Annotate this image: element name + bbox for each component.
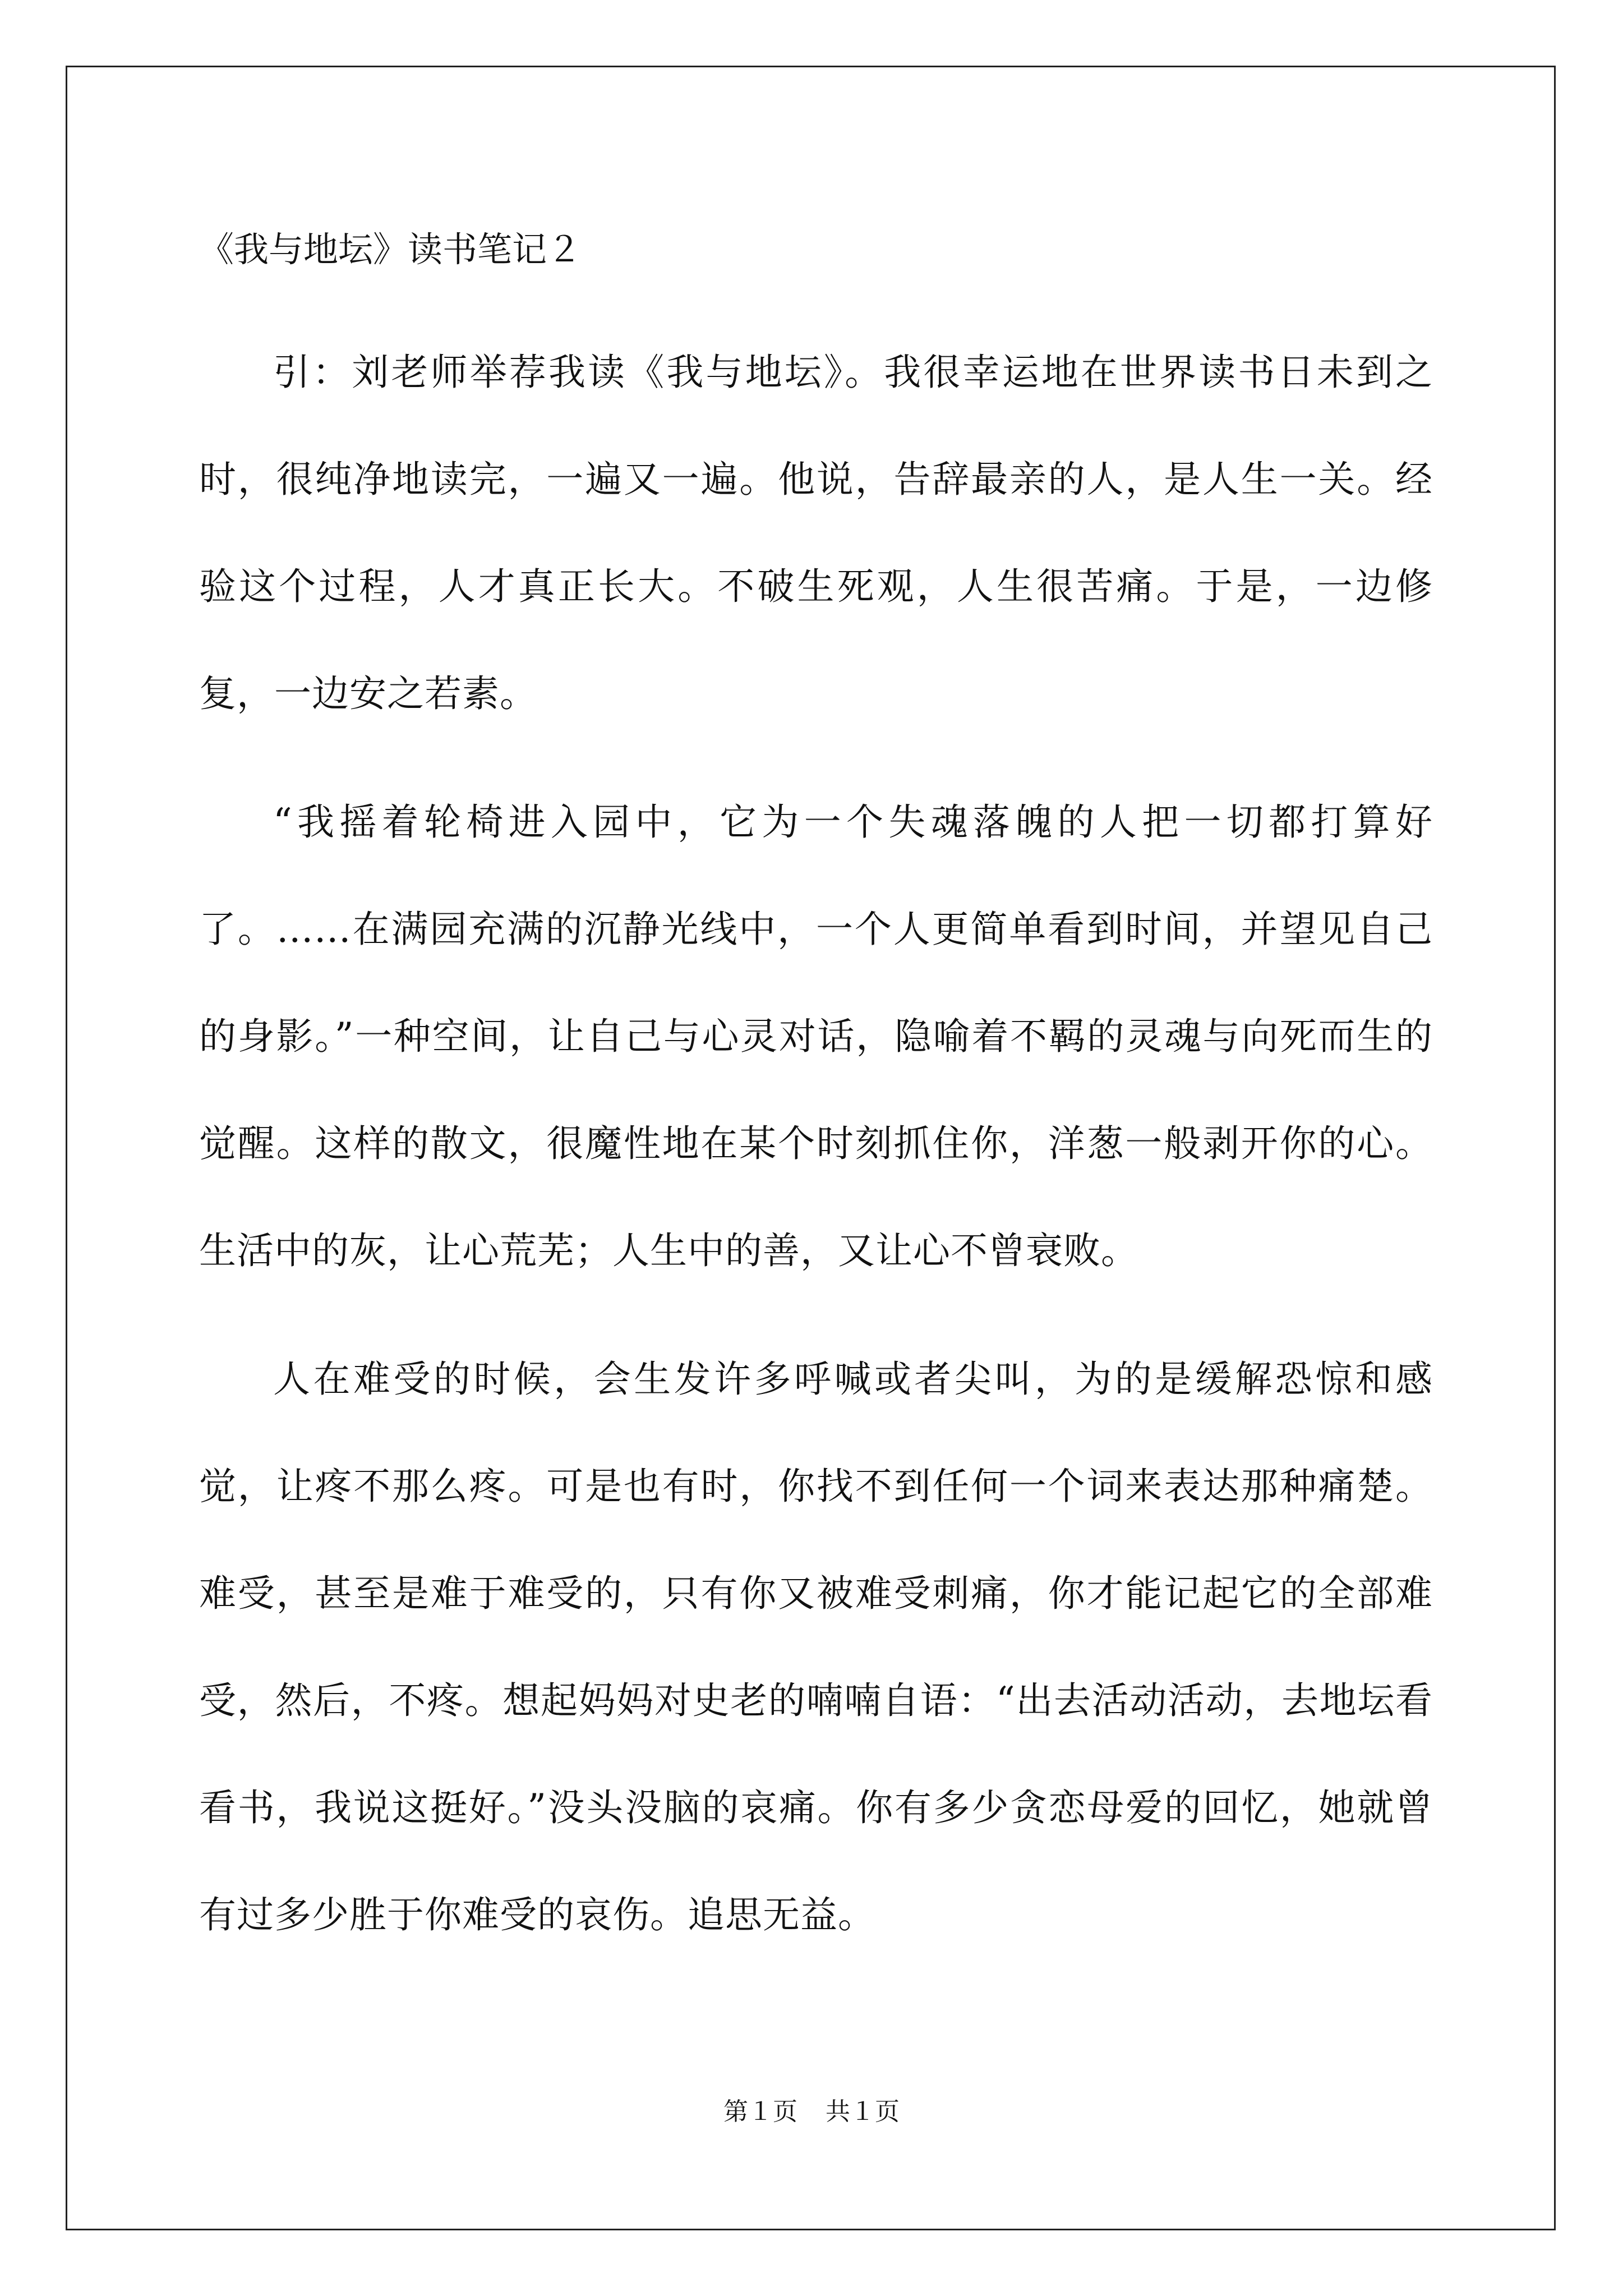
- paragraph-reflection: 人在难受的时候，会生发许多呼喊或者尖叫，为的是缓解恐惊和感觉，让疼不那么疼。可是也有时，你找不到任何一个词来表达那种痛楚。难受，甚至是难于难受的，只有你又被难受刺痛，你才能记起它的全部难受，然后，不疼。想起妈妈对史老的喃喃自语：“出去活动活动，去地坛看看书，我说这挺好。”没头没脑的哀痛。你有多少贪恋母爱的回忆，她就曾有过多少胜于你难受的哀伤。追思无益。: [199, 1358, 1433, 1936]
- document-title: 《我与地坛》读书笔记２: [199, 229, 582, 270]
- document-body: [199, 202, 1433, 1990]
- page-total: 共１页: [826, 2097, 900, 2126]
- page-footer: [0, 2095, 1623, 2129]
- paragraph-intro: 引：刘老师举荐我读《我与地坛》。我很幸运地在世界读书日未到之时，很纯净地读完，一遍又一遍。他说，告辞最亲的人，是人生一关。经验这个过程，人才真正长大。不破生死观，人生很苦痛。于是，一边修复，一边安之若素。: [199, 351, 1433, 715]
- paragraph-quote: “我摇着轮椅进入园中，它为一个失魂落魄的人把一切都打算好了。……在满园充满的沉静光线中，一个人更简单看到时间，并望见自己的身影。”一种空间，让自己与心灵对话，隐喻着不羁的灵魂与向死而生的觉醒。这样的散文，很魔性地在某个时刻抓住你，洋葱一般剥开你的心。生活中的灰，让心荒芜；人生中的善，又让心不曾衰败。: [199, 800, 1433, 1272]
- page-number: 第１页: [723, 2097, 797, 2126]
